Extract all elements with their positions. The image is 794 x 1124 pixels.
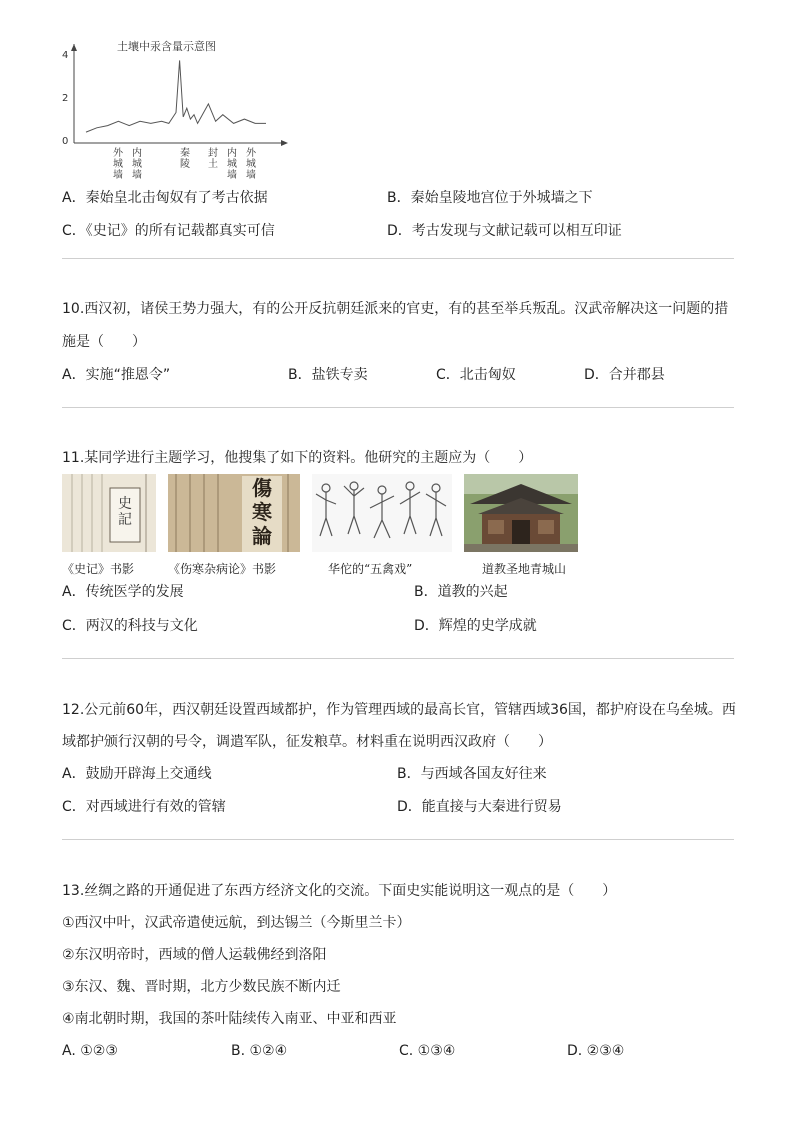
q12-stem-line2: 域都护颁行汉朝的号令，调遣军队，征发粮草。材料重在说明西汉政府（ ） — [62, 734, 552, 750]
qingcheng-mountain-image — [464, 474, 578, 552]
y-tick-0: 0 — [62, 136, 69, 147]
caption-wuqinxi: 华佗的“五禽戏” — [328, 562, 413, 576]
q13-item-2: ②东汉明帝时，西域的僧人运载佛经到洛阳 — [62, 947, 327, 963]
mercury-series-line — [86, 60, 266, 132]
shanghan-book-image — [168, 474, 300, 552]
y-tick-2: 2 — [62, 93, 69, 104]
q12-option-b[interactable]: B．与西域各国友好往来 — [397, 766, 547, 782]
q13-item-4: ④南北朝时期，我国的茶叶陆续传入南亚、中亚和西亚 — [62, 1011, 397, 1027]
divider — [62, 839, 734, 840]
q12-option-d[interactable]: D．能直接与大秦进行贸易 — [397, 799, 562, 815]
shanghan-cover-text: 傷寒論 — [252, 476, 272, 548]
q13-option-c[interactable]: C. ①③④ — [399, 1043, 456, 1059]
q13-option-d[interactable]: D. ②③④ — [567, 1043, 625, 1059]
q10-option-d[interactable]: D．合并郡县 — [584, 367, 665, 383]
q12-option-a[interactable]: A．鼓励开辟海上交通线 — [62, 766, 212, 782]
q13-stem: 13.丝绸之路的开通促进了东西方经济文化的交流。下面史实能说明这一观点的是（ ） — [62, 883, 617, 899]
divider — [62, 258, 734, 259]
wuqinxi-figures-drawing — [312, 474, 452, 552]
chart-plot — [70, 44, 290, 148]
x-label-inner-wall-left: 内城墙 — [132, 148, 142, 181]
x-label-inner-wall-right: 内城墙 — [227, 148, 237, 181]
q11-option-d[interactable]: D．辉煌的史学成就 — [414, 618, 537, 634]
q11-option-a[interactable]: A．传统医学的发展 — [62, 584, 184, 600]
q12-stem-line1: 12.公元前60年，西汉朝廷设置西域都护，作为管理西域的最高长官，管辖西域36国，都护府设在乌垒城。西 — [62, 702, 736, 718]
q9-option-c[interactable]: C．《史记》的所有记载都真实可信 — [62, 223, 275, 239]
divider — [62, 407, 734, 408]
divider — [62, 658, 734, 659]
x-label-outer-wall-right: 外城墙 — [246, 148, 256, 181]
q11-option-c[interactable]: C．两汉的科技与文化 — [62, 618, 198, 634]
y-tick-4: 4 — [62, 50, 69, 61]
x-label-mound: 封土 — [208, 148, 218, 170]
q13-item-3: ③东汉、魏、晋时期，北方少数民族不断内迁 — [62, 979, 341, 995]
shanghan-book-drawing — [168, 474, 300, 552]
x-axis-arrow — [281, 140, 288, 146]
q9-option-b[interactable]: B．秦始皇陵地宫位于外城墙之下 — [387, 190, 593, 206]
shiji-book-image — [62, 474, 156, 552]
q9-option-d[interactable]: D．考古发现与文献记载可以相互印证 — [387, 223, 622, 239]
q9-option-a[interactable]: A．秦始皇北击匈奴有了考古依据 — [62, 190, 268, 206]
qingcheng-temple-drawing — [464, 474, 578, 552]
y-axis-arrow — [71, 44, 77, 51]
q13-item-1: ①西汉中叶，汉武帝遣使远航，到达锡兰（今斯里兰卡） — [62, 915, 411, 931]
caption-shiji: 《史记》书影 — [62, 562, 135, 576]
q10-stem-line1: 10.西汉初，诸侯王势力强大，有的公开反抗朝廷派来的官吏，有的甚至举兵叛乱。汉武帝解决这一问题的措 — [62, 301, 729, 317]
chart-title: 土壤中汞含量示意图 — [117, 40, 216, 53]
caption-shanghan: 《伤寒杂病论》书影 — [168, 562, 277, 576]
q10-option-c[interactable]: C．北击匈奴 — [436, 367, 516, 383]
x-label-qin-mausoleum: 秦陵 — [180, 148, 190, 170]
x-label-outer-wall-left: 外城墙 — [113, 148, 123, 181]
wuqinxi-image — [312, 474, 452, 552]
q10-option-b[interactable]: B．盐铁专卖 — [288, 367, 368, 383]
q11-stem: 11.某同学进行主题学习，他搜集了如下的资料。他研究的主题应为（ ） — [62, 450, 533, 466]
caption-qingcheng: 道教圣地青城山 — [482, 562, 567, 576]
q10-option-a[interactable]: A．实施“推恩令” — [62, 367, 171, 383]
shiji-book-drawing — [62, 474, 156, 552]
q13-option-b[interactable]: B. ①②④ — [231, 1043, 288, 1059]
shiji-cover-text: 史記 — [118, 496, 132, 528]
q13-option-a[interactable]: A. ①②③ — [62, 1043, 118, 1059]
q10-stem-line2: 施是（ ） — [62, 334, 146, 350]
q12-option-c[interactable]: C．对西域进行有效的管辖 — [62, 799, 226, 815]
q11-option-b[interactable]: B．道教的兴起 — [414, 584, 508, 600]
